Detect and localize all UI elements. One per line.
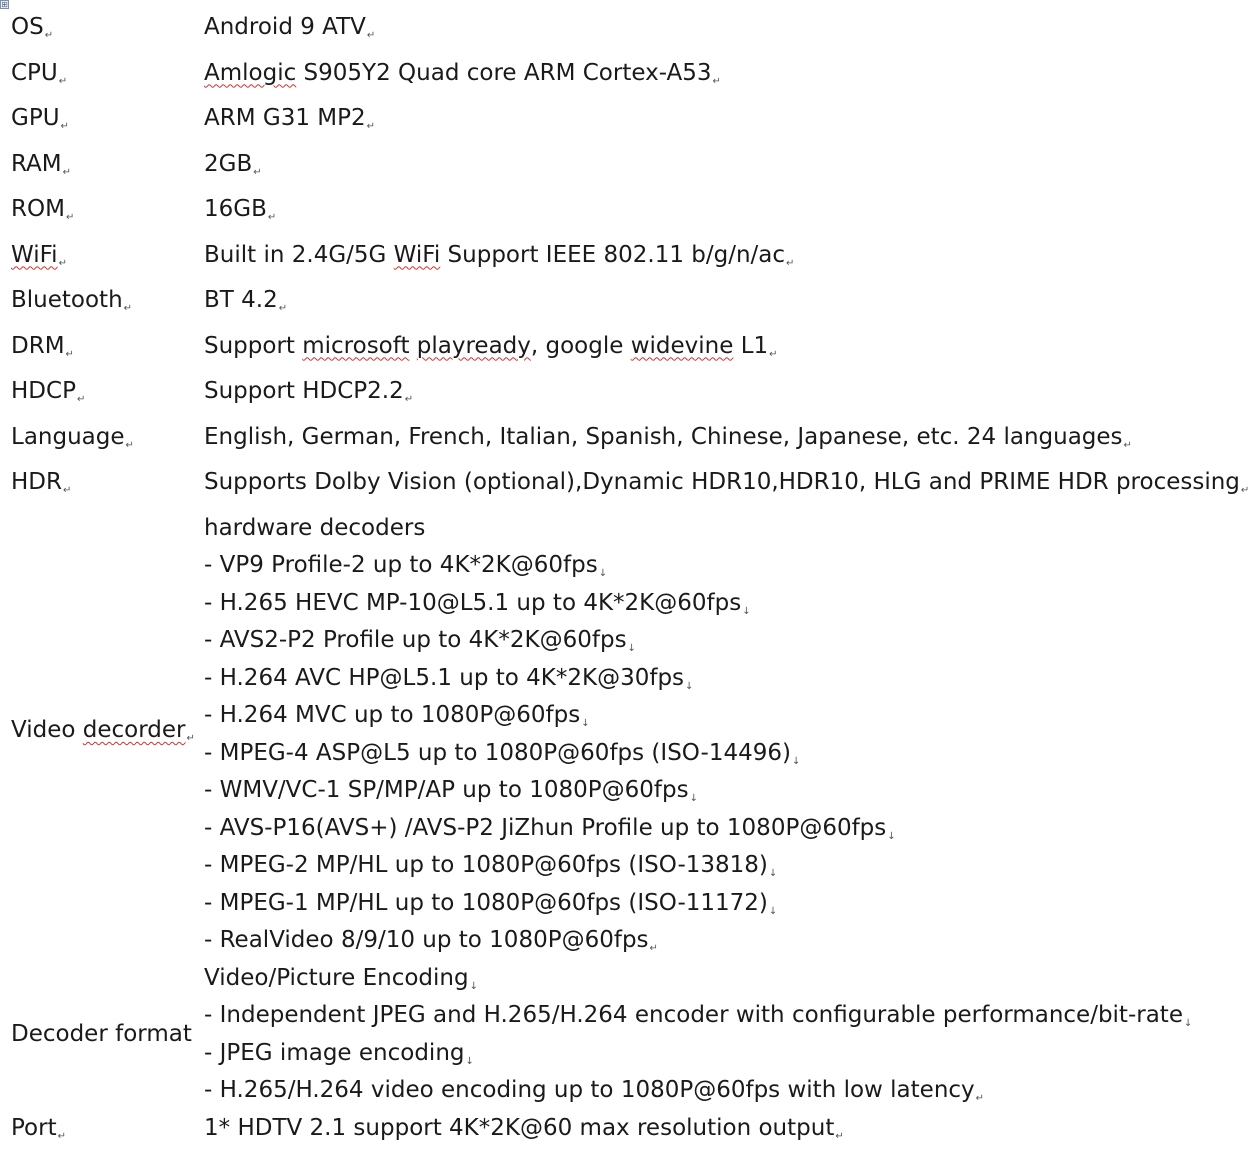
row-label-hdr: HDR↵ bbox=[0, 464, 193, 510]
paragraph-mark-icon: ↵ bbox=[835, 1131, 843, 1142]
paragraph-mark-icon: ↵ bbox=[367, 121, 375, 132]
table-row bbox=[0, 191, 1257, 237]
row-value-wifi: Built in 2.4G/5G WiFi Support IEEE 802.11 b/g/n/ac↵ bbox=[193, 237, 1257, 283]
paragraph-mark-icon: ↵ bbox=[61, 121, 69, 132]
row-value-bluetooth: BT 4.2↵ bbox=[193, 282, 1257, 328]
paragraph-mark-icon: ↵ bbox=[268, 212, 276, 223]
paragraph-mark-icon: ↵ bbox=[650, 943, 658, 954]
list-item: - WMV/VC-1 SP/MP/AP up to 1080P@60fps↓ bbox=[204, 772, 1257, 810]
spellcheck-word: WiFi bbox=[394, 242, 441, 268]
paragraph-mark-icon: ↵ bbox=[976, 1093, 984, 1104]
list-item: - RealVideo 8/9/10 up to 1080P@60fps↵ bbox=[204, 922, 1257, 960]
list-item: - MPEG-1 MP/HL up to 1080P@60fps (ISO-11172)↓ bbox=[204, 885, 1257, 923]
line-break-icon: ↓ bbox=[690, 793, 698, 804]
paragraph-mark-icon: ↵ bbox=[124, 303, 132, 314]
paragraph-mark-icon: ↵ bbox=[279, 303, 287, 314]
spec-table bbox=[0, 9, 1257, 1155]
row-label-wifi bbox=[0, 237, 193, 283]
spellcheck-word: WiFi bbox=[11, 242, 58, 268]
row-label-os: OS↵ bbox=[0, 9, 193, 55]
row-label-decoder-format: Decoder format bbox=[0, 960, 193, 1110]
table-row bbox=[0, 510, 1257, 960]
row-label-gpu: GPU↵ bbox=[0, 100, 193, 146]
paragraph-mark-icon: ↵ bbox=[405, 394, 413, 405]
row-value-rom: 16GB↵ bbox=[193, 191, 1257, 237]
row-label-rom: ROM↵ bbox=[0, 191, 193, 237]
list-item: - MPEG-2 MP/HL up to 1080P@60fps (ISO-13818)↓ bbox=[204, 847, 1257, 885]
line-break-icon: ↓ bbox=[769, 906, 777, 917]
paragraph-mark-icon: ↵ bbox=[45, 30, 53, 41]
list-item: - H.265/H.264 video encoding up to 1080P@60fps with low latency↵ bbox=[204, 1072, 1257, 1110]
paragraph-mark-icon: ↵ bbox=[1241, 485, 1249, 496]
paragraph-mark-icon: ↵ bbox=[253, 167, 261, 178]
table-row bbox=[0, 419, 1257, 465]
line-break-icon: ↓ bbox=[1184, 1018, 1192, 1029]
list-item: - H.264 AVC HP@L5.1 up to 4K*2K@30fps↓ bbox=[204, 660, 1257, 698]
row-label-ram: RAM↵ bbox=[0, 146, 193, 192]
line-break-icon: ↓ bbox=[581, 718, 589, 729]
list-item: - JPEG image encoding↓ bbox=[204, 1035, 1257, 1073]
spellcheck-word: widevine bbox=[631, 333, 734, 359]
table-row bbox=[0, 328, 1257, 374]
list-item: - VP9 Profile-2 up to 4K*2K@60fps↓ bbox=[204, 547, 1257, 585]
paragraph-mark-icon: ↵ bbox=[58, 1131, 66, 1142]
line-break-icon: ↓ bbox=[599, 568, 607, 579]
row-label-video-decoder: Video decorder↵ bbox=[0, 510, 193, 960]
paragraph-mark-icon: ↵ bbox=[786, 258, 794, 269]
paragraph-mark-icon: ↵ bbox=[66, 349, 74, 360]
line-break-icon: ↓ bbox=[769, 868, 777, 879]
row-value-decoder-format bbox=[193, 960, 1257, 1110]
row-value-ram: 2GB↵ bbox=[193, 146, 1257, 192]
list-item: hardware decoders bbox=[204, 510, 1257, 548]
table-row bbox=[0, 960, 1257, 1110]
row-value-port: 1* HDTV 2.1 support 4K*2K@60 max resolution output↵ bbox=[193, 1110, 1257, 1155]
table-row bbox=[0, 464, 1257, 510]
row-value-cpu: Amlogic S905Y2 Quad core ARM Cortex-A53↵ bbox=[193, 55, 1257, 101]
paragraph-mark-icon: ↵ bbox=[66, 212, 74, 223]
row-value-os: Android 9 ATV↵ bbox=[193, 9, 1257, 55]
list-item: Video/Picture Encoding↓ bbox=[204, 960, 1257, 998]
paragraph-mark-icon: ↵ bbox=[77, 394, 85, 405]
row-value-language: English, German, French, Italian, Spanish, Chinese, Japanese, etc. 24 languages↵ bbox=[193, 419, 1257, 465]
table-row bbox=[0, 100, 1257, 146]
row-label-hdcp: HDCP↵ bbox=[0, 373, 193, 419]
paragraph-mark-icon: ↵ bbox=[59, 76, 67, 87]
list-item: - H.264 MVC up to 1080P@60fps↓ bbox=[204, 697, 1257, 735]
row-label-drm: DRM↵ bbox=[0, 328, 193, 374]
table-row bbox=[0, 55, 1257, 101]
spellcheck-word: decorder bbox=[83, 717, 186, 743]
row-value-video-decoder bbox=[193, 510, 1257, 960]
row-label-language: Language↵ bbox=[0, 419, 193, 465]
list-item: - Independent JPEG and H.265/H.264 encoder with configurable performance/bit-rate↓ bbox=[204, 997, 1257, 1035]
row-label-cpu: CPU↵ bbox=[0, 55, 193, 101]
table-row bbox=[0, 1110, 1257, 1155]
table-row bbox=[0, 237, 1257, 283]
table-row bbox=[0, 9, 1257, 55]
paragraph-mark-icon: ↵ bbox=[59, 258, 67, 269]
paragraph-mark-icon: ↵ bbox=[367, 30, 375, 41]
table-row bbox=[0, 282, 1257, 328]
table-row bbox=[0, 373, 1257, 419]
line-break-icon: ↓ bbox=[685, 681, 693, 692]
line-break-icon: ↓ bbox=[792, 756, 800, 767]
line-break-icon: ↓ bbox=[887, 831, 895, 842]
line-break-icon: ↓ bbox=[628, 643, 636, 654]
list-item: - AVS2-P2 Profile up to 4K*2K@60fps↓ bbox=[204, 622, 1257, 660]
row-value-drm: Support microsoft playready, google widevine L1↵ bbox=[193, 328, 1257, 374]
paragraph-mark-icon: ↵ bbox=[63, 167, 71, 178]
paragraph-mark-icon: ↵ bbox=[187, 733, 195, 744]
line-break-icon: ↓ bbox=[742, 606, 750, 617]
line-break-icon: ↓ bbox=[466, 1056, 474, 1067]
line-break-icon: ↓ bbox=[470, 981, 478, 992]
row-label-bluetooth: Bluetooth↵ bbox=[0, 282, 193, 328]
spellcheck-word: Amlogic bbox=[204, 60, 296, 86]
row-value-hdr: Supports Dolby Vision (optional),Dynamic HDR10,HDR10, HLG and PRIME HDR processing↵ bbox=[193, 464, 1257, 510]
row-value-hdcp: Support HDCP2.2↵ bbox=[193, 373, 1257, 419]
paragraph-mark-icon: ↵ bbox=[769, 349, 777, 360]
row-value-gpu: ARM G31 MP2↵ bbox=[193, 100, 1257, 146]
spellcheck-word: microsoft bbox=[302, 333, 409, 359]
list-item: - MPEG-4 ASP@L5 up to 1080P@60fps (ISO-14496)↓ bbox=[204, 735, 1257, 773]
table-move-handle-icon[interactable]: ⊞ bbox=[0, 0, 9, 9]
paragraph-mark-icon: ↵ bbox=[713, 76, 721, 87]
spellcheck-word: playready bbox=[417, 333, 531, 359]
list-item: - H.265 HEVC MP-10@L5.1 up to 4K*2K@60fps↓ bbox=[204, 585, 1257, 623]
table-row bbox=[0, 146, 1257, 192]
paragraph-mark-icon: ↵ bbox=[126, 440, 134, 451]
paragraph-mark-icon: ↵ bbox=[63, 485, 71, 496]
paragraph-mark-icon: ↵ bbox=[1124, 440, 1132, 451]
list-item: - AVS-P16(AVS+) /AVS-P2 JiZhun Profile up to 1080P@60fps↓ bbox=[204, 810, 1257, 848]
row-label-port: Port↵ bbox=[0, 1110, 193, 1155]
